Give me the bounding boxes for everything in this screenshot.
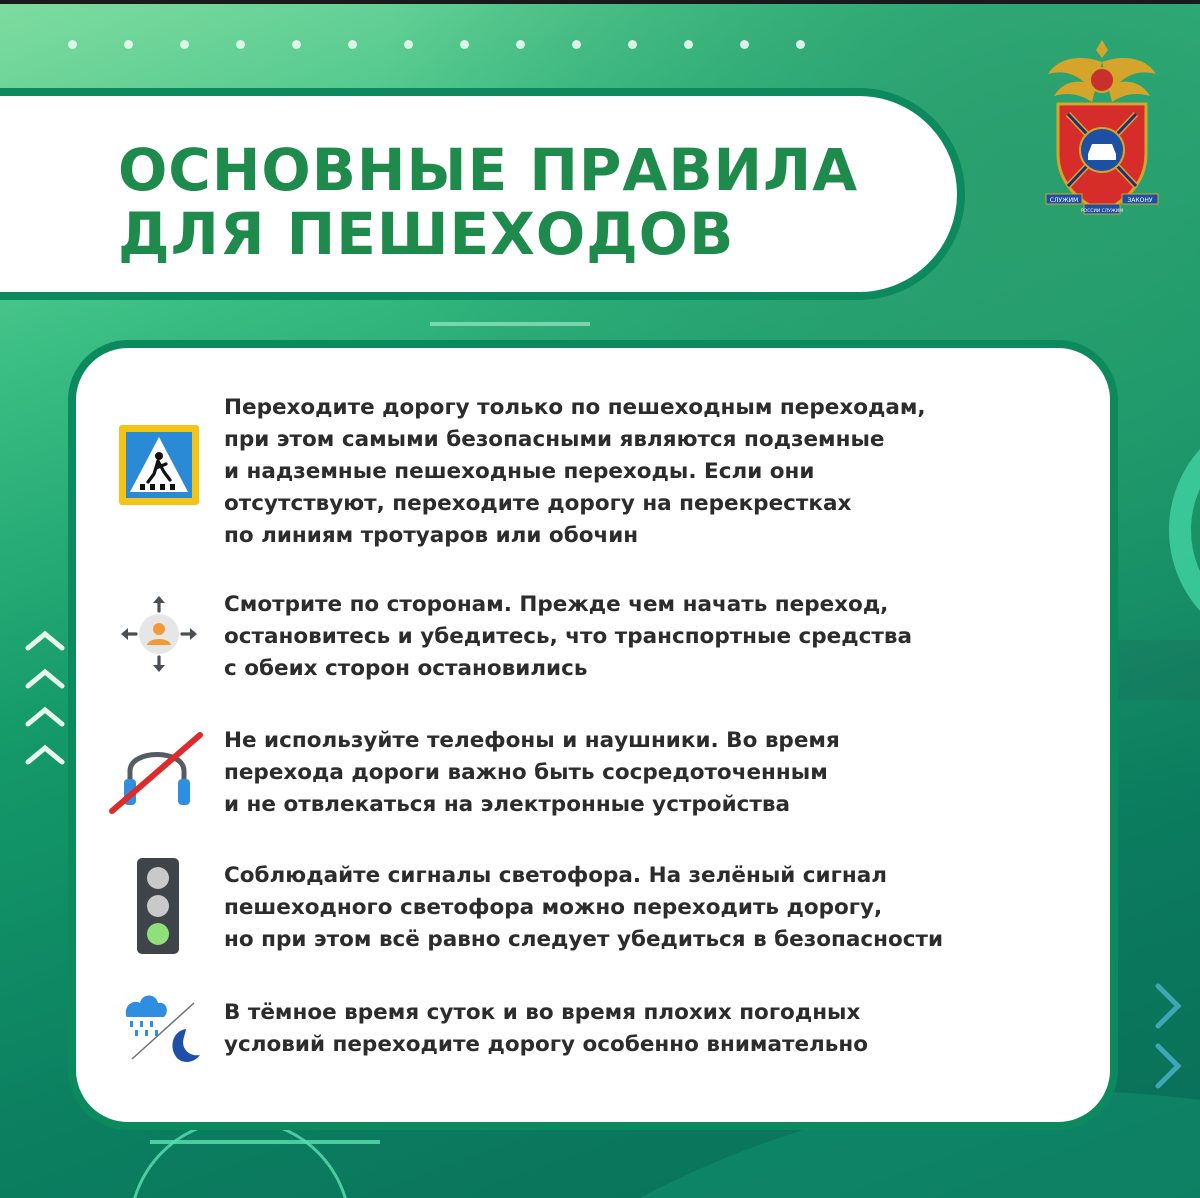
page-title — [118, 138, 858, 266]
rule-text: Смотрите по сторонам. Прежде чем начать переход, остановитесь и убедитесь, что транспортные средства с обеих сторон остановились — [224, 592, 912, 681]
police-emblem-icon — [1040, 36, 1164, 222]
rain-night-icon — [120, 989, 204, 1065]
emblem-ribbon-right: ЗАКОНУ — [1127, 197, 1153, 204]
rule-item — [108, 589, 1068, 689]
emblem-ribbon-mid: РОССИИ СЛУЖИМ — [1080, 209, 1124, 214]
title-line-1: ОСНОВНЫЕ ПРАВИЛА — [118, 136, 859, 204]
rule-item — [108, 860, 1068, 970]
dots-row — [68, 40, 805, 49]
rule-text: Соблюдайте сигналы светофора. На зелёный сигнал пешеходного светофора можно переходить дорогу, но при этом всё равно следует убедиться в безопасности — [224, 863, 944, 952]
pedestrian-crossing-sign-icon — [118, 424, 200, 506]
title-line-2: ДЛЯ ПЕШЕХОДОВ — [118, 200, 735, 268]
rule-text: В тёмное время суток и во время плохих погодных условий переходите дорогу особенно внимательно — [224, 1000, 868, 1057]
rule-item — [108, 997, 1068, 1077]
rule-item — [108, 725, 1068, 825]
chevron-up-icon — [22, 628, 68, 778]
look-around-icon — [118, 593, 200, 675]
rule-text: Не используйте телефоны и наушники. Во время перехода дороги важно быть сосредоточенным и не отвлекаться на электронные устройства — [224, 728, 840, 817]
emblem-ribbon-left: СЛУЖИМ — [1049, 197, 1079, 204]
no-headphones-icon — [108, 727, 206, 819]
traffic-light-icon — [134, 856, 182, 956]
chevron-right-icon — [1150, 980, 1190, 1095]
rule-item — [108, 392, 1068, 552]
rule-text: Переходите дорогу только по пешеходным переходам, при этом самыми безопасными являются подземные и надземные пешеходные переходы. Если они отсутствуют, переходите дорогу на перекрестках по линиям тротуаров или обочин — [224, 395, 926, 548]
